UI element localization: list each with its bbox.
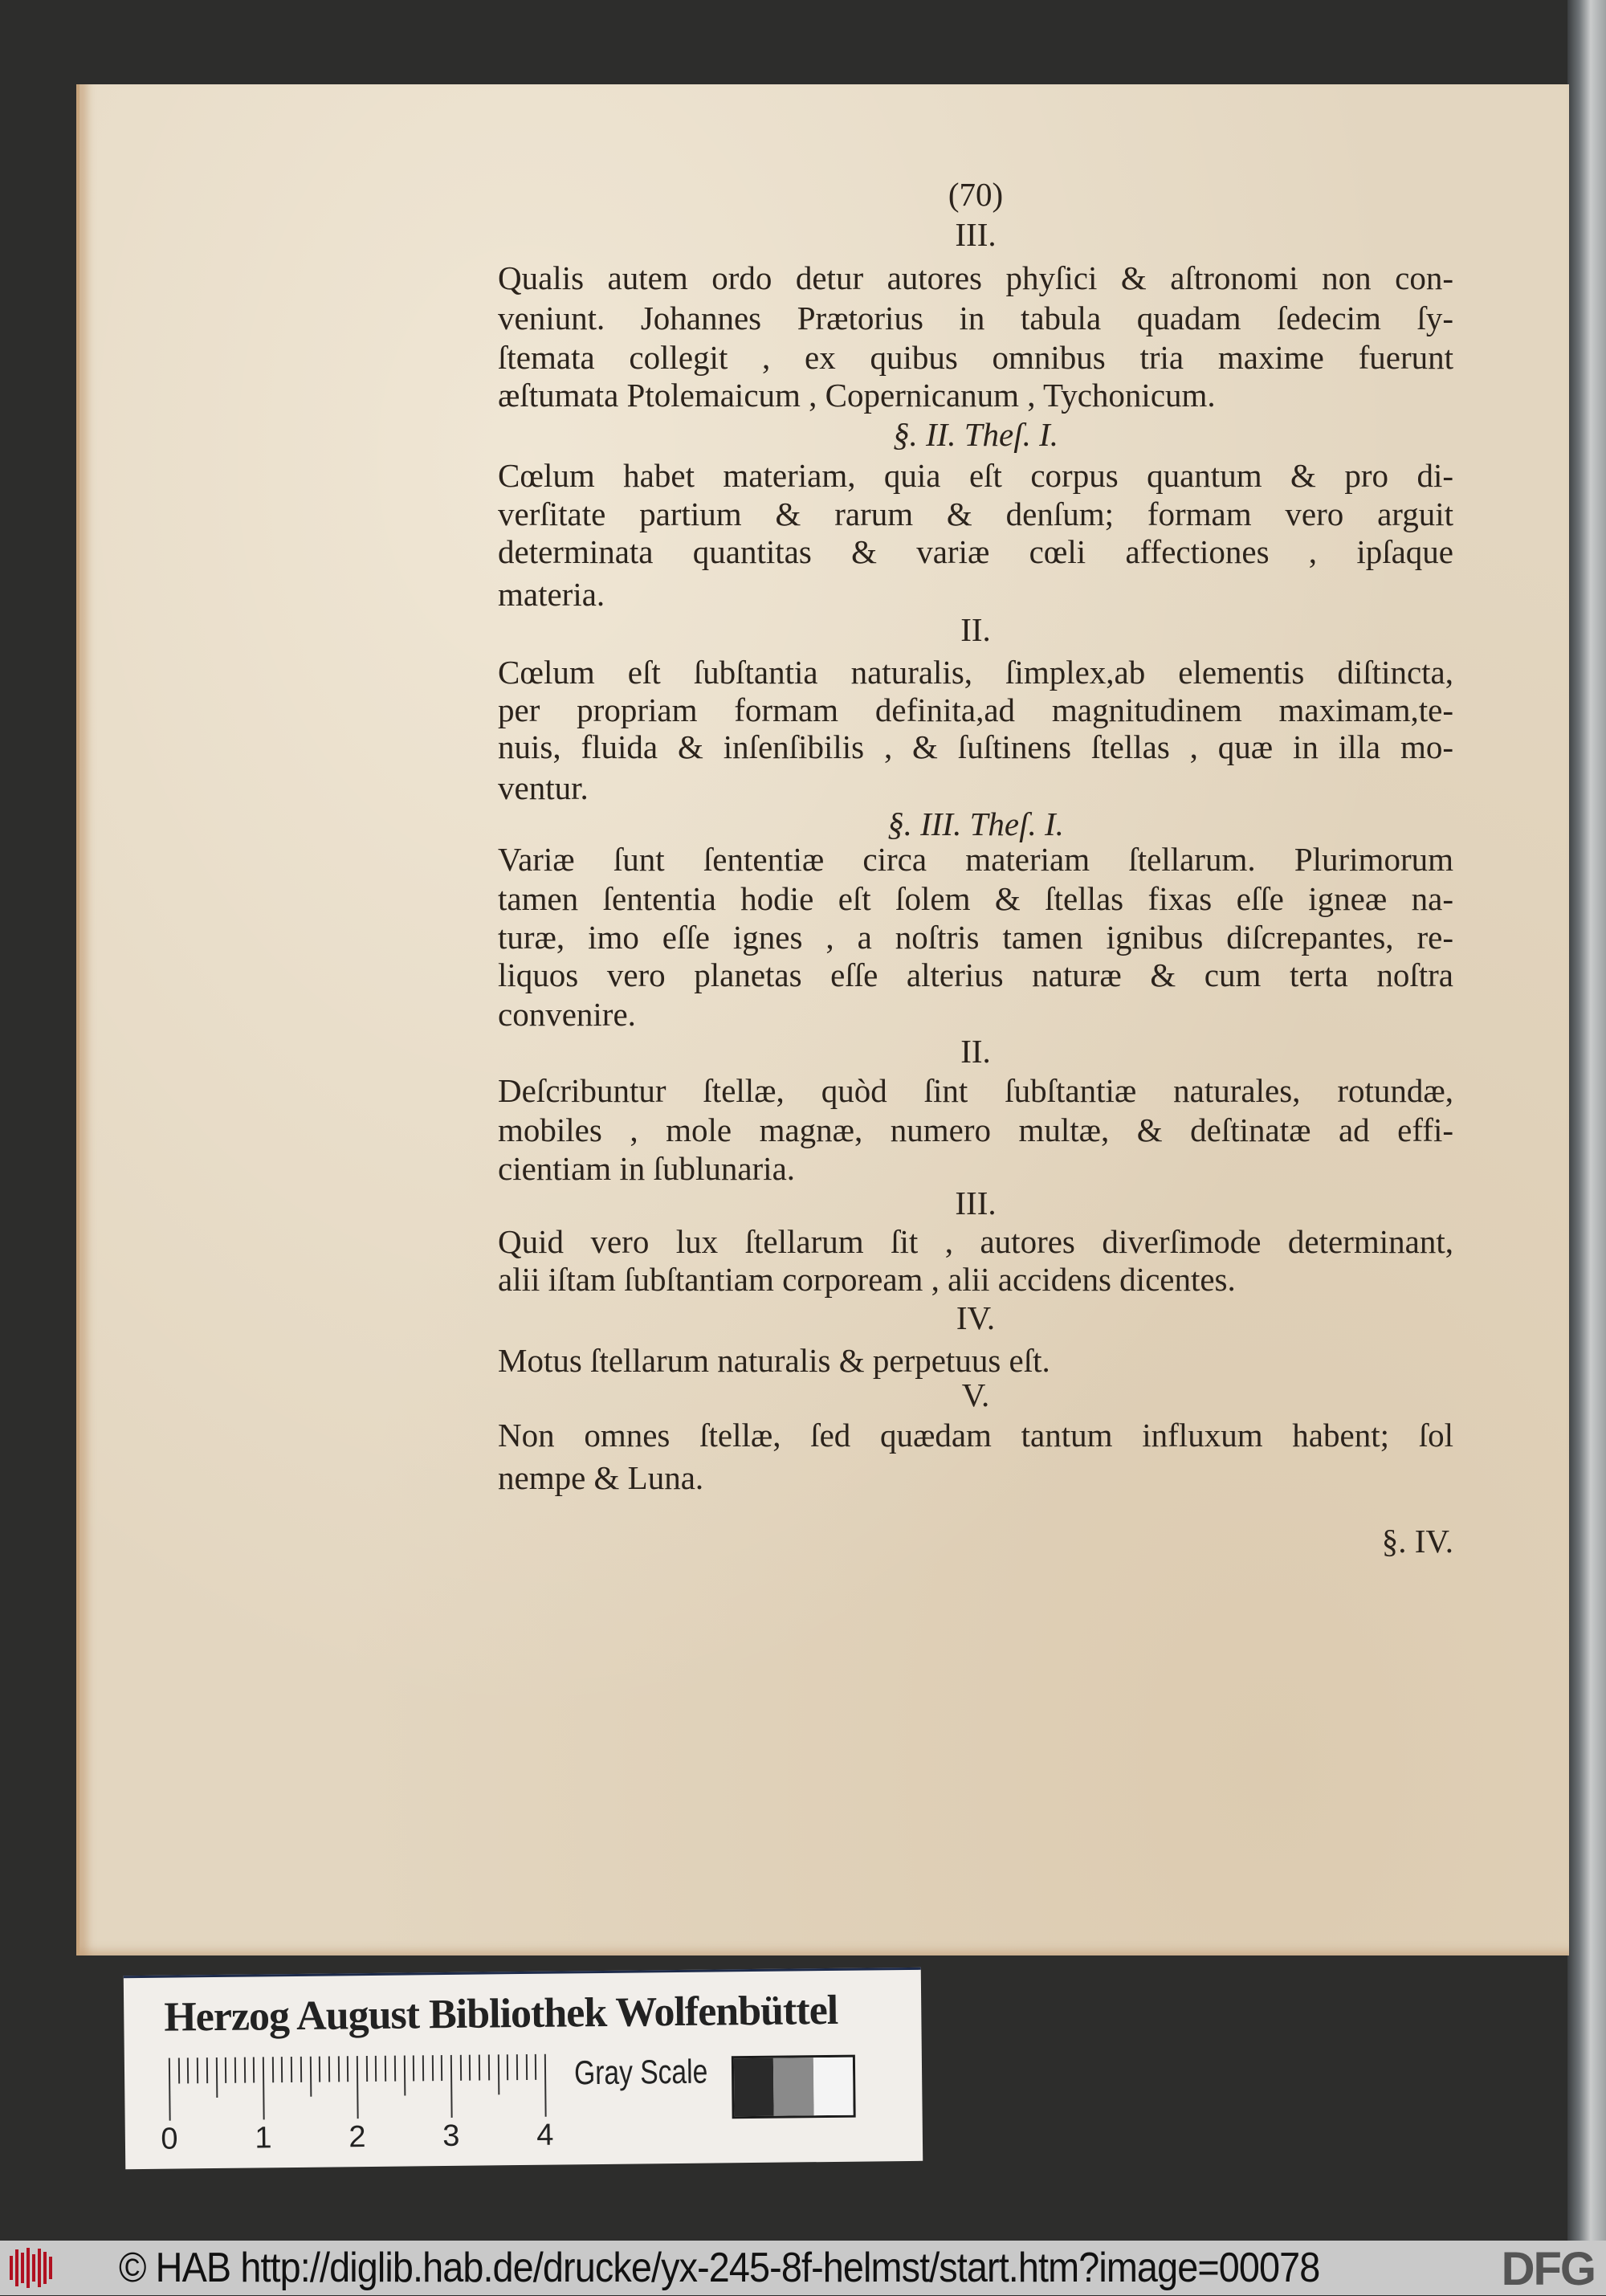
ruler-tick [178,2057,180,2083]
ruler-tick [497,2054,499,2094]
section-heading: V. [961,1376,990,1413]
ruler-tick [394,2056,396,2082]
library-name: Herzog August Bibliothek Wolfenbüttel [164,1987,838,2041]
ruler-tick [225,2057,226,2083]
text-line: Deſcribuntur ſtellæ, quòd ſint ſubſtantiæ naturales, rotundæ, [498,1072,1453,1109]
ruler-tick [169,2058,171,2121]
text-line: cientiam in ſublunaria. [498,1150,796,1187]
catchword: §. IV. [1381,1523,1453,1560]
ruler-tick [450,2055,453,2118]
ruler-tick [431,2055,433,2081]
text-line: turæ, imo eſſe ignes , a noſtris tamen ignibus diſcrepantes, re- [498,919,1453,956]
ruler-tick [375,2056,377,2082]
ruler-tick [309,2057,312,2097]
text-line: per propriam formam definita,ad magnitudinem maximam,te- [498,691,1453,728]
text-line: Non omnes ſtellæ, ſed quædam tantum influxum habent; ſol [498,1417,1453,1454]
ruler-tick [460,2055,462,2081]
dfg-logo: DFG [1501,2243,1595,2295]
adjacent-page-edge [1567,0,1606,2241]
section-heading: §. III. Theſ. I. [887,805,1064,842]
ruler-number: 3 [442,2119,460,2154]
text-line: verſitate partium & rarum & denſum; formam vero arguit [498,495,1453,532]
ruler-tick [187,2057,189,2083]
section-heading: II. [960,611,991,648]
text-line: Variæ ſunt ſententiæ circa materiam ſtellarum. Plurimorum [498,841,1453,878]
text-line: Quid vero lux ſtellarum ſit , autores diverſimode determinant, [498,1223,1453,1260]
ruler-tick [328,2057,330,2082]
page-number: (70) [948,176,1004,213]
text-line: materia. [498,576,605,613]
ruler-number: 0 [161,2122,178,2156]
ruler-tick [488,2054,490,2080]
ruler-tick [234,2057,236,2083]
ruler-tick [403,2056,406,2096]
section-heading: III. [955,1185,997,1221]
ruler-tick [357,2056,359,2119]
ruler-tick [507,2054,508,2080]
ruler-tick [337,2056,339,2082]
library-scale-card [124,1968,923,2169]
text-line: veniunt. Johannes Prætorius in tabula quadam ſedecim ſy- [498,300,1453,336]
ruler-tick [291,2057,292,2082]
ruler-tick [300,2057,302,2082]
text-line: tamen ſententia hodie eſt ſolem & ſtellas fixas eſſe igneæ na- [498,880,1453,917]
text-line: determinata quantitas & variæ cœli affectiones , ipſaque [498,533,1453,570]
copyright-url: © HAB http://diglib.hab.de/drucke/yx-245-8f-helmst/start.htm?image=00078 [119,2245,1320,2291]
ruler-tick [366,2056,368,2082]
ruler-tick [385,2056,386,2082]
hab-logo-icon [10,2247,66,2289]
gray-swatch-cell [734,2058,774,2117]
ruler-tick [206,2057,208,2083]
text-line: ventur. [498,769,589,806]
text-line: æſtumata Ptolemaicum , Copernicanum , Tychonicum. [498,377,1216,414]
text-line: Cœlum eſt ſubſtantia naturalis, ſimplex,ab elementis diſtincta, [498,654,1453,691]
text-line: nempe & Luna. [498,1459,704,1496]
text-line: ſtemata collegit , ex quibus omnibus tria maxime fuerunt [498,339,1453,376]
text-line: convenire. [498,996,636,1033]
text-line: liquos vero planetas eſſe alterius naturæ & cum terta noſtra [498,956,1453,993]
ruler-number: 1 [255,2121,272,2155]
ruler-tick [263,2057,265,2119]
text-line: mobiles , mole magnæ, numero multæ, & deſtinatæ ad effi- [498,1111,1453,1148]
ruler-tick [243,2057,245,2083]
text-line: Qualis autem ordo detur autores phyſici & aſtronomi non con- [498,259,1453,296]
ruler-tick [272,2057,274,2082]
section-heading: II. [960,1033,991,1070]
ruler-tick [525,2054,527,2080]
ruler-number: 2 [349,2120,366,2155]
centimeter-ruler [161,2054,555,2163]
section-heading: §. II. Theſ. I. [892,416,1059,453]
ruler-tick [516,2054,518,2080]
section-heading: III. [955,216,997,253]
gray-scale-label: Gray Scale [573,2052,708,2092]
gray-swatch-cell [773,2057,813,2116]
text-line: Cœlum habet materiam, quia eſt corpus quantum & pro di- [498,457,1453,494]
ruler-tick [422,2055,424,2081]
ruler-tick [535,2054,536,2080]
ruler-tick [544,2054,547,2117]
gray-scale-swatch [732,2055,856,2119]
text-line: Motus ſtellarum naturalis & perpetuus eſt. [498,1342,1050,1379]
ruler-tick [441,2055,442,2081]
gray-swatch-cell [813,2057,854,2116]
ruler-tick [197,2057,198,2083]
ruler-tick [253,2057,255,2083]
text-line: nuis, fluida & inſenſibilis , & ſuſtinens ſtellas , quæ in illa mo- [498,728,1453,765]
ruler-tick [347,2056,349,2082]
ruler-tick [215,2057,218,2098]
ruler-tick [413,2055,414,2081]
ruler-tick [479,2055,480,2081]
text-line: alii iſtam ſubſtantiam corpoream , alii accidens dicentes. [498,1261,1236,1298]
footer-bar [0,2241,1606,2295]
ruler-tick [281,2057,283,2082]
ruler-number: 4 [536,2118,554,2152]
section-heading: IV. [956,1299,996,1336]
ruler-tick [319,2057,320,2082]
ruler-tick [469,2055,471,2081]
